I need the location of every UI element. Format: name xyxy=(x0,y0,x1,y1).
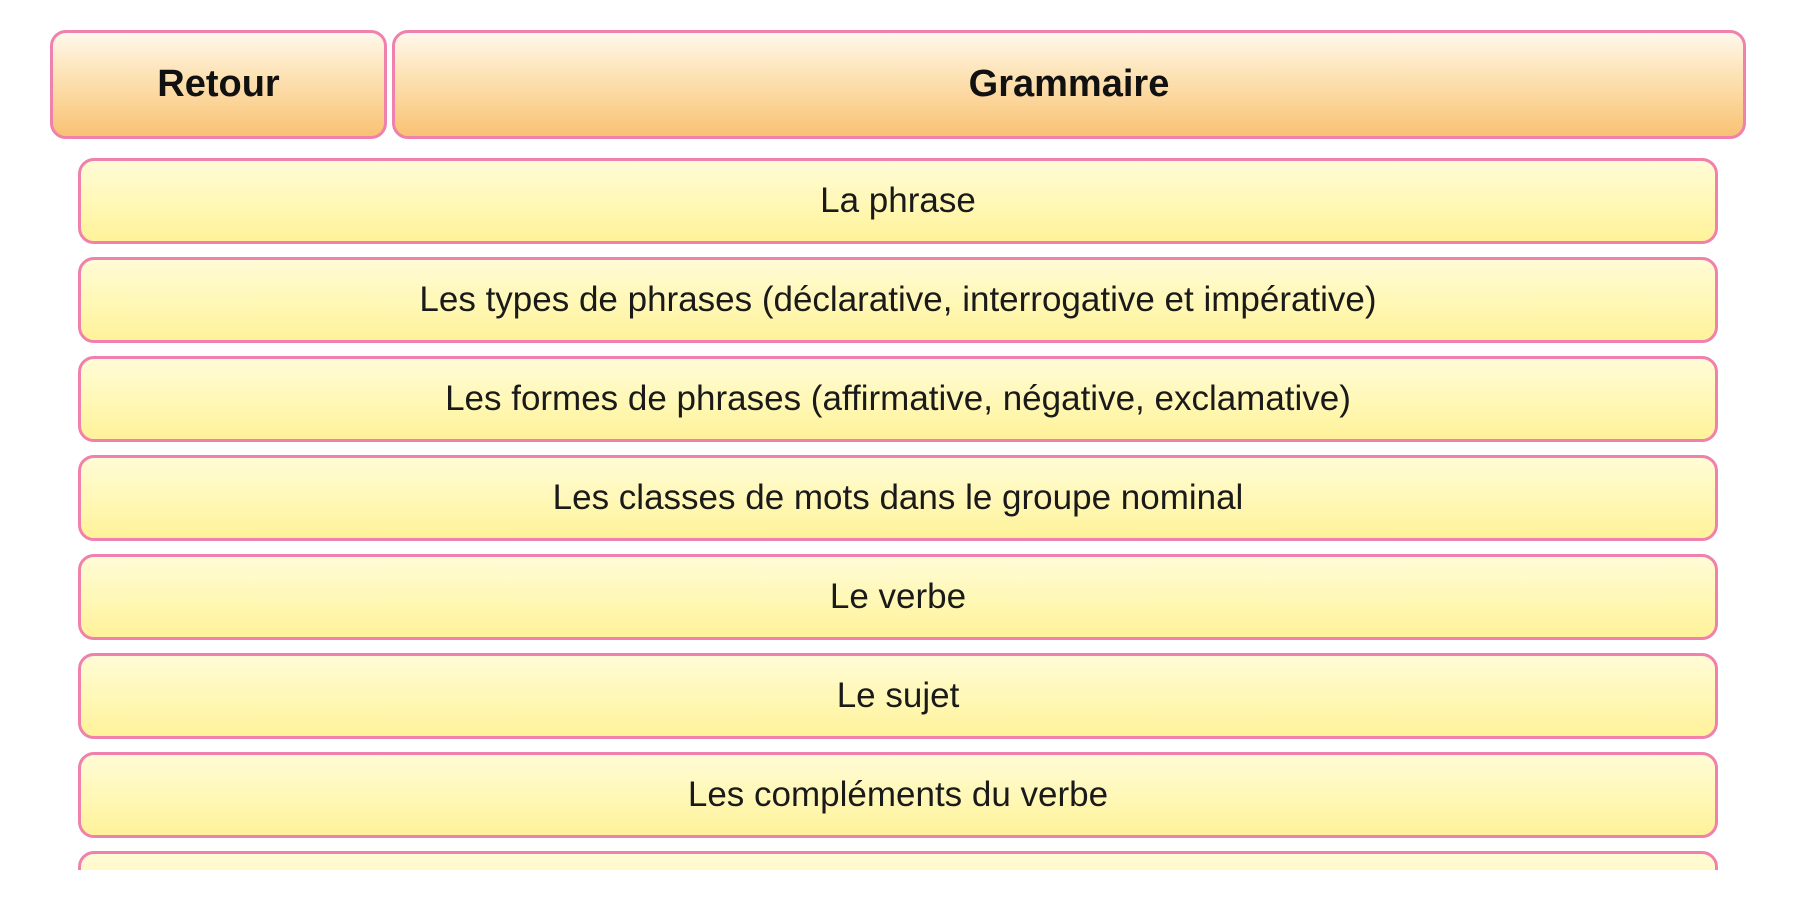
page-title: Grammaire xyxy=(968,63,1170,105)
topic-list[interactable] xyxy=(78,158,1718,870)
page-title-bar xyxy=(392,30,1746,139)
list-item-label: La phrase xyxy=(820,181,976,220)
list-item-label: Les types de phrases (déclarative, interrogative et impérative) xyxy=(419,280,1377,319)
list-item-label: Le verbe xyxy=(829,577,967,616)
list-item-formes-de-phrases[interactable] xyxy=(78,356,1718,442)
list-item-le-verbe[interactable] xyxy=(78,554,1718,640)
list-item-label: Les classes de mots dans le groupe nominal xyxy=(552,478,1244,517)
back-button-label: Retour xyxy=(157,63,280,105)
back-button[interactable] xyxy=(50,30,387,139)
list-item-le-sujet[interactable] xyxy=(78,653,1718,739)
list-item-label: Les compléments du verbe xyxy=(687,775,1109,814)
list-item-label: Les formes de phrases (affirmative, négative, exclamative) xyxy=(445,379,1351,418)
list-item-partial[interactable] xyxy=(78,851,1718,870)
list-item-label: Le sujet xyxy=(836,676,960,715)
list-item-complements-du-verbe[interactable] xyxy=(78,752,1718,838)
list-item-la-phrase[interactable] xyxy=(78,158,1718,244)
list-item-types-de-phrases[interactable] xyxy=(78,257,1718,343)
list-item-classes-de-mots[interactable] xyxy=(78,455,1718,541)
